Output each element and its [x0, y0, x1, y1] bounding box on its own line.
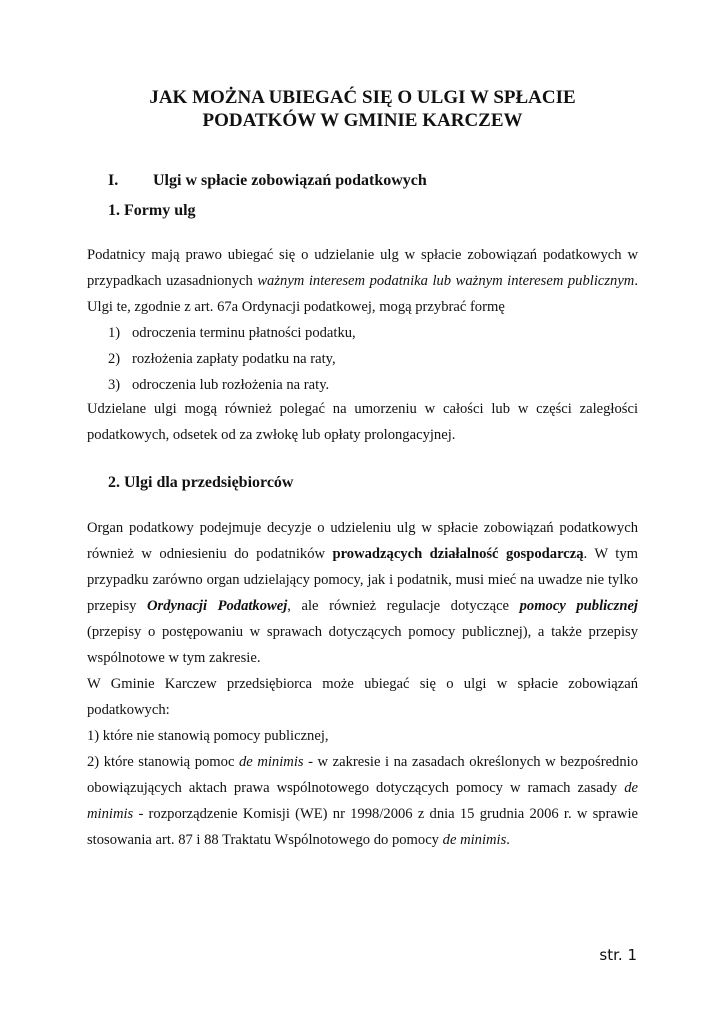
section-1-number: I. — [108, 172, 119, 189]
paragraph-6-line-1 — [87, 749, 638, 775]
bold-text: prowadzących działalność gospodarczą — [332, 546, 584, 562]
paragraph-3-line-5: (przepisy o postępowaniu w sprawach dotyczących pomocy publicznej), a także przepisy — [87, 624, 638, 640]
paragraph-6-line-3 — [87, 801, 638, 827]
document-title — [0, 86, 725, 132]
emphasis-text: de minimis — [442, 832, 507, 848]
text-run: . W tym — [583, 546, 638, 562]
paragraph-4-line-2: podatkowych: — [87, 702, 170, 718]
text-run: , ale również regulacje dotyczące — [287, 598, 520, 614]
paragraph-3 — [87, 515, 638, 853]
subsection-2-heading: 2. Ulgi dla przedsiębiorców — [108, 474, 294, 491]
text-run: - w zakresie i na zasadach określonych w bezpośrednio — [303, 754, 638, 770]
paragraph-6-line-2 — [87, 775, 638, 801]
paragraph-1-line-1: Podatnicy mają prawo ubiegać się o udzielanie ulg w spłacie zobowiązań podatkowych w — [87, 247, 638, 263]
text-run: również w odniesieniu do podatników — [87, 546, 333, 562]
title-line-2: PODATKÓW W GMINIE KARCZEW — [202, 110, 523, 131]
text-run: przypadkach uzasadnionych — [87, 273, 258, 289]
paragraph-1 — [87, 242, 638, 320]
paragraph-5-line-1: 1) które nie stanowią pomocy publicznej, — [87, 728, 329, 744]
paragraph-1-line-2 — [87, 268, 638, 294]
list-item — [108, 320, 356, 346]
paragraph-3-line-2 — [87, 541, 638, 567]
emphasis-text: de — [624, 780, 638, 796]
bold-italic-text: Ordynacji Podatkowej — [147, 598, 288, 614]
text-run: obowiązujących aktach prawa wspólnotowego dotyczących pomocy w ramach zasady — [87, 780, 625, 796]
text-run: przepisy — [87, 598, 148, 614]
text-run: - rozporządzenie Komisji (WE) nr 1998/2006 z dnia 15 grudnia 2006 r. w sprawie — [133, 806, 638, 822]
subsection-1-heading: 1. Formy ulg — [108, 202, 196, 219]
emphasis-text: minimis — [87, 806, 134, 822]
list-item-text: odroczenia lub rozłożenia na raty. — [132, 377, 330, 393]
text-run: . — [634, 273, 638, 289]
paragraph-3-line-3: przypadku zarówno organ udzielający pomocy, jak i podatnik, musi mieć na uwadze nie tylko — [87, 572, 638, 588]
paragraph-4-line-1: W Gminie Karczew przedsiębiorca może ubiegać się o ulgi w spłacie zobowiązań — [87, 676, 638, 692]
text-run: 2) które stanowią pomoc — [87, 754, 239, 770]
list-item — [108, 346, 336, 372]
paragraph-2-line-1: Udzielane ulgi mogą również polegać na umorzeniu w całości lub w części zaległości — [87, 401, 638, 417]
paragraph-3-line-4 — [87, 593, 638, 619]
emphasis-text: ważnym interesem podatnika lub ważnym interesem publicznym — [257, 273, 635, 289]
list-item-number: 1) — [108, 325, 121, 341]
paragraph-2-line-2: podatkowych, odsetek od za zwłokę lub opłaty prolongacyjnej. — [87, 427, 456, 443]
paragraph-2 — [87, 396, 638, 448]
title-line-1: JAK MOŻNA UBIEGAĆ SIĘ O ULGI W SPŁACIE — [149, 87, 576, 108]
list-item-text: odroczenia terminu płatności podatku, — [132, 325, 356, 341]
text-run: stosowania art. 87 i 88 Traktatu Wspólnotowego do pomocy — [87, 832, 443, 848]
list-item-number: 2) — [108, 351, 121, 367]
paragraph-1-line-3: Ulgi te, zgodnie z art. 67a Ordynacji podatkowej, mogą przybrać formę — [87, 299, 505, 315]
paragraph-3-line-6: wspólnotowe w tym zakresie. — [87, 650, 261, 666]
text-run: . — [506, 832, 510, 848]
list-item-number: 3) — [108, 377, 121, 393]
page-number: str. 1 — [599, 946, 637, 964]
section-1-heading: Ulgi w spłacie zobowiązań podatkowych — [153, 172, 427, 189]
emphasis-text: de minimis — [239, 754, 304, 770]
list-item-text: rozłożenia zapłaty podatku na raty, — [132, 351, 336, 367]
paragraph-6-line-4 — [87, 827, 638, 853]
paragraph-3-line-1: Organ podatkowy podejmuje decyzje o udzieleniu ulg w spłacie zobowiązań podatkowych — [87, 520, 638, 536]
list-item — [108, 372, 329, 398]
bold-italic-text: pomocy publicznej — [519, 598, 638, 614]
